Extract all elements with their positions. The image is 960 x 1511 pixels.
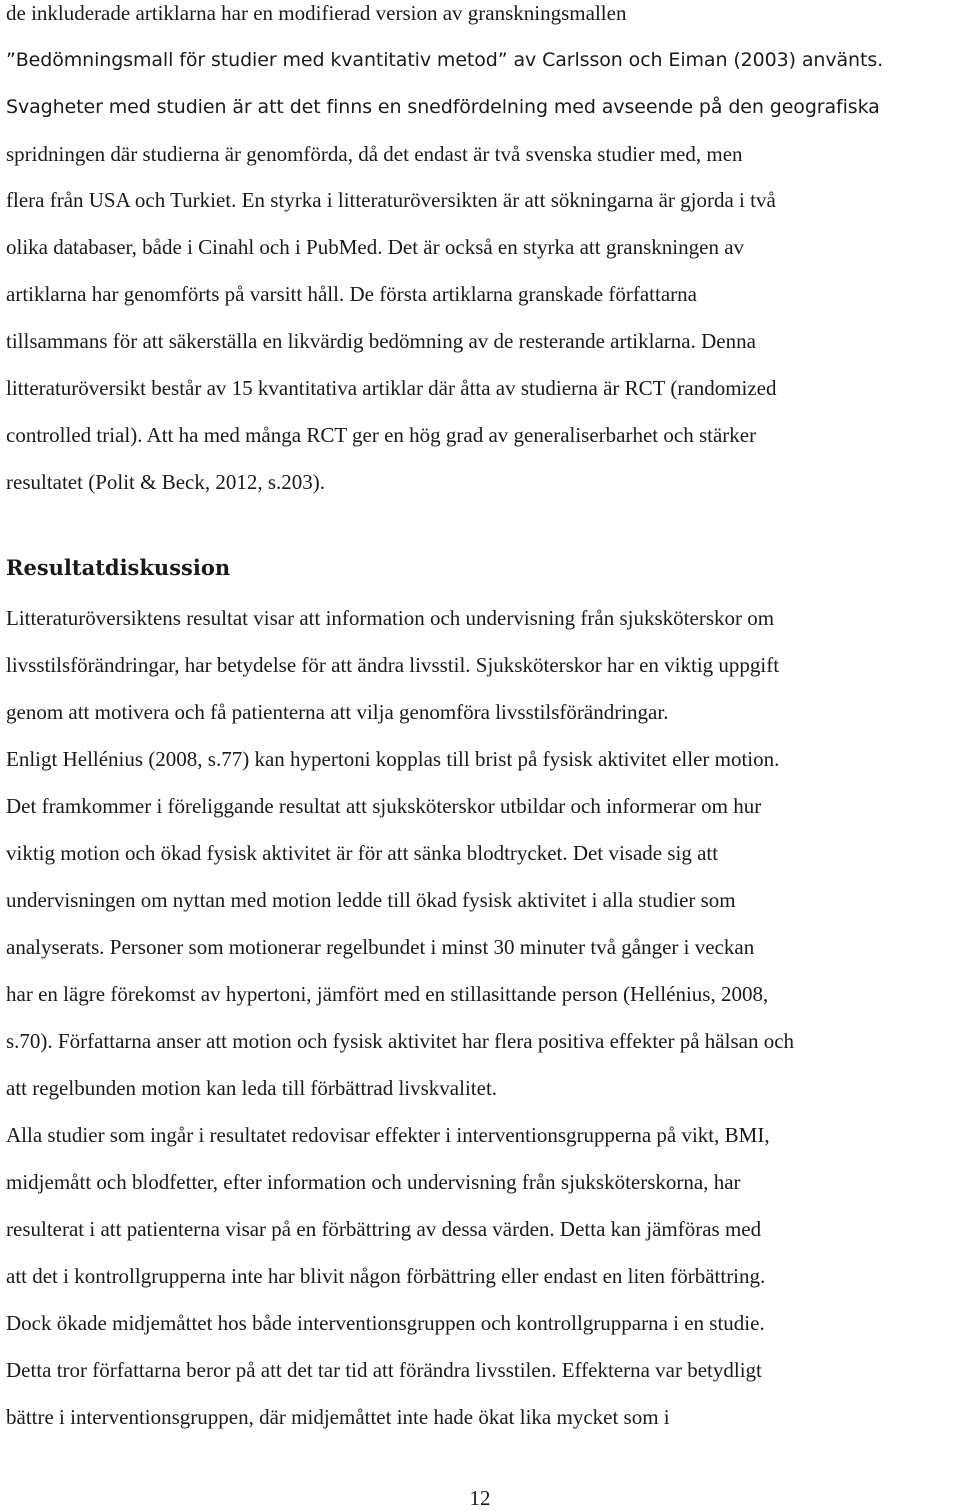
text-line: resulterat i att patienterna visar på en förbättring av dessa värden. Detta kan jämföras med <box>6 1217 762 1241</box>
text-line: viktig motion och ökad fysisk aktivitet är för att sänka blodtrycket. Det visade sig att <box>6 841 719 865</box>
text-line: analyserats. Personer som motionerar regelbundet i minst 30 minuter två gånger i veckan <box>6 935 755 959</box>
text-line: ”Bedömningsmall för studier med kvantitativ metod” av Carlsson och Eiman (2003) använts. <box>6 49 884 71</box>
text-line: att det i kontrollgrupperna inte har blivit någon förbättring eller endast en liten förbättring. <box>6 1264 766 1288</box>
text-line: genom att motivera och få patienterna att vilja genomföra livsstilsförändringar. <box>6 700 669 724</box>
text-line: flera från USA och Turkiet. En styrka i litteraturöversikten är att sökningarna är gjorda i två <box>6 188 776 212</box>
text-line: Enligt Hellénius (2008, s.77) kan hypertoni kopplas till brist på fysisk aktivitet eller motion. <box>6 747 780 771</box>
text-line: har en lägre förekomst av hypertoni, jämfört med en stillasittande person (Hellénius, 2008, <box>6 982 769 1006</box>
text-line: olika databaser, både i Cinahl och i PubMed. Det är också en styrka att granskningen av <box>6 235 745 259</box>
text-line: Dock ökade midjemåttet hos både interventionsgruppen och kontrollgrupparna i en studie. <box>6 1311 765 1335</box>
text-line: de inkluderade artiklarna har en modifierad version av granskningsmallen <box>6 1 627 25</box>
text-line: Litteraturöversiktens resultat visar att information och undervisning från sjuksköterskor om <box>6 606 775 630</box>
text-line: Svagheter med studien är att det finns en snedfördelning med avseende på den geografiska <box>6 96 880 118</box>
text-line: att regelbunden motion kan leda till förbättrad livskvalitet. <box>6 1076 498 1100</box>
text-line: tillsammans för att säkerställa en likvärdig bedömning av de resterande artiklarna. Denna <box>6 329 756 353</box>
text-line: Det framkommer i föreliggande resultat att sjuksköterskor utbildar och informerar om hur <box>6 794 762 818</box>
section-heading: Resultatdiskussion <box>6 555 231 580</box>
text-line: spridningen där studierna är genomförda, då det endast är två svenska studier med, men <box>6 142 743 166</box>
page-number: 12 <box>469 1486 491 1510</box>
text-line: bättre i interventionsgruppen, där midjemåttet inte hade ökat lika mycket som i <box>6 1405 670 1429</box>
text-line: litteraturöversikt består av 15 kvantitativa artiklar där åtta av studierna är RCT (randomized <box>6 376 777 400</box>
text-line: livsstilsförändringar, har betydelse för att ändra livsstil. Sjuksköterskor har en viktig uppgift <box>6 653 780 677</box>
text-line: Detta tror författarna beror på att det tar tid att förändra livsstilen. Effekterna var betydligt <box>6 1358 762 1382</box>
text-line: Alla studier som ingår i resultatet redovisar effekter i interventionsgrupperna på vikt, BMI, <box>6 1123 770 1147</box>
text-line: controlled trial). Att ha med många RCT ger en hög grad av generaliserbarhet och stärker <box>6 423 757 447</box>
text-line: resultatet (Polit & Beck, 2012, s.203). <box>6 470 326 494</box>
text-line: s.70). Författarna anser att motion och fysisk aktivitet har flera positiva effekter på hälsan och <box>6 1029 795 1053</box>
text-line: undervisningen om nyttan med motion ledde till ökad fysisk aktivitet i alla studier som <box>6 888 736 912</box>
text-line: artiklarna har genomförts på varsitt håll. De första artiklarna granskade författarna <box>6 282 697 306</box>
text-line: midjemått och blodfetter, efter information och undervisning från sjuksköterskorna, har <box>6 1170 741 1194</box>
